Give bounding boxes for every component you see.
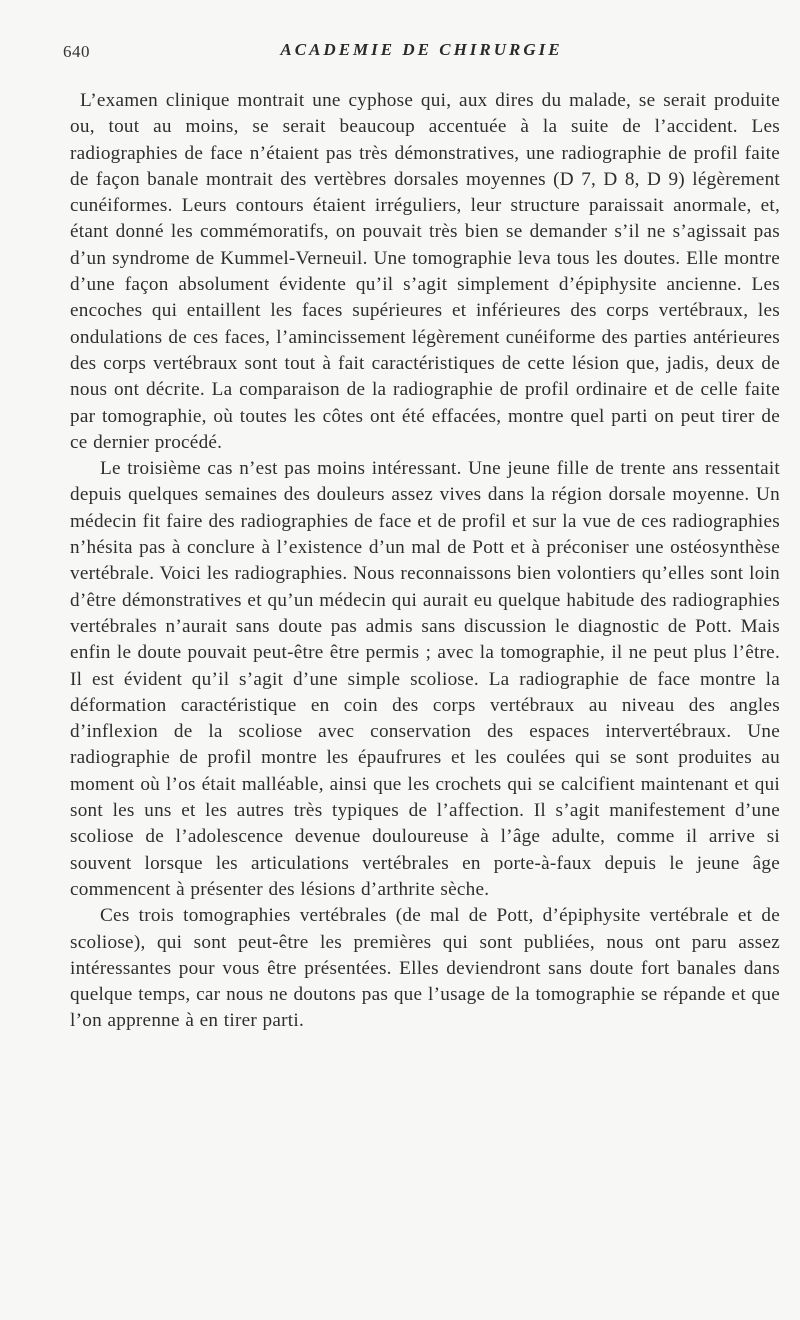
paragraph-1: L’examen clinique montrait une cyphose qui, aux dires du malade, se serait produite ou, tout au moins, se serait beaucoup accentuée à la suite de l’accident. Les radiographies de face n’étaient pas très démonstratives, une radiographie de profil faite de façon banale montrait des vertèbres dorsales moyennes (D 7, D 8, D 9) légèrement cunéiformes. Leurs contours étaient irréguliers, leur structure paraissait anormale, et, étant donné les commémoratifs, on pouvait très bien se demander s’il ne s’agissait pas d’un syndrome de Kummel-Verneuil. Une tomographie leva tous les doutes. Elle montre d’une façon absolument évidente qu’il s’agit simplement d’épiphysite ancienne. Les encoches qui entaillent les faces supérieures et inférieures des corps vertébraux, les ondulations de ces faces, l’amincissement légèrement cunéiforme des parties antérieures des corps vertébraux sont tout à fait caractéristiques de cette lésion que, jadis, deux de nous ont décrite. La comparaison de la radiographie de profil ordinaire et de celle faite par tomographie, où toutes les côtes ont été effacées, montre quel parti on peut tirer de ce dernier procédé. <box>70 90 780 453</box>
page-header <box>63 40 780 68</box>
paragraph-3: Ces trois tomographies vertébrales (de mal de Pott, d’épiphysite vertébrale et de scoliose), qui sont peut-être les premières qui sont publiées, nous ont paru assez intéressantes pour vous être présentées. Elles deviendront sans doute fort banales dans quelque temps, car nous ne doutons pas que l’usage de la tomographie se répande et que l’on apprenne à en tirer parti. <box>70 905 780 1032</box>
paragraph-2: Le troisième cas n’est pas moins intéressant. Une jeune fille de trente ans ressentait depuis quelques semaines des douleurs assez vives dans la région dorsale moyenne. Un médecin fit faire des radiographies de face et de profil et sur la vue de ces radiographies n’hésita pas à conclure à l’existence d’un mal de Pott et à préconiser une ostéosynthèse vertébrale. Voici les radiographies. Nous reconnaissons bien volontiers qu’elles sont loin d’être démonstratives et qu’un médecin qui aurait eu quelque habitude des radiographies vertébrales n’aurait sans doute pas admis sans discussion le diagnostic de Pott. Mais enfin le doute pouvait peut-être être permis ; avec la tomographie, il ne peut plus l’être. Il est évident qu’il s’agit d’une simple scoliose. La radiographie de face montre la déformation caractéristique en coin des corps vertébraux au niveau des angles d’inflexion de la scoliose avec conservation des espaces intervertébraux. Une radiographie de profil montre les épaufrures et les coulées qui se sont produites au moment où l’os était malléable, ainsi que les crochets qui se calcifient maintenant et qui sont les uns et les autres très typiques de l’affection. Il s’agit manifestement d’une scoliose de l’adolescence devenue douloureuse à l’âge adulte, comme il arrive si souvent lorsque les articulations vertébrales en porte-à-faux depuis le jeune âge commencent à présenter des lésions d’arthrite sèche. <box>70 458 780 900</box>
running-title: ACADEMIE DE CHIRURGIE <box>280 40 563 59</box>
page-number: 640 <box>63 42 90 61</box>
body-text <box>70 88 780 1035</box>
